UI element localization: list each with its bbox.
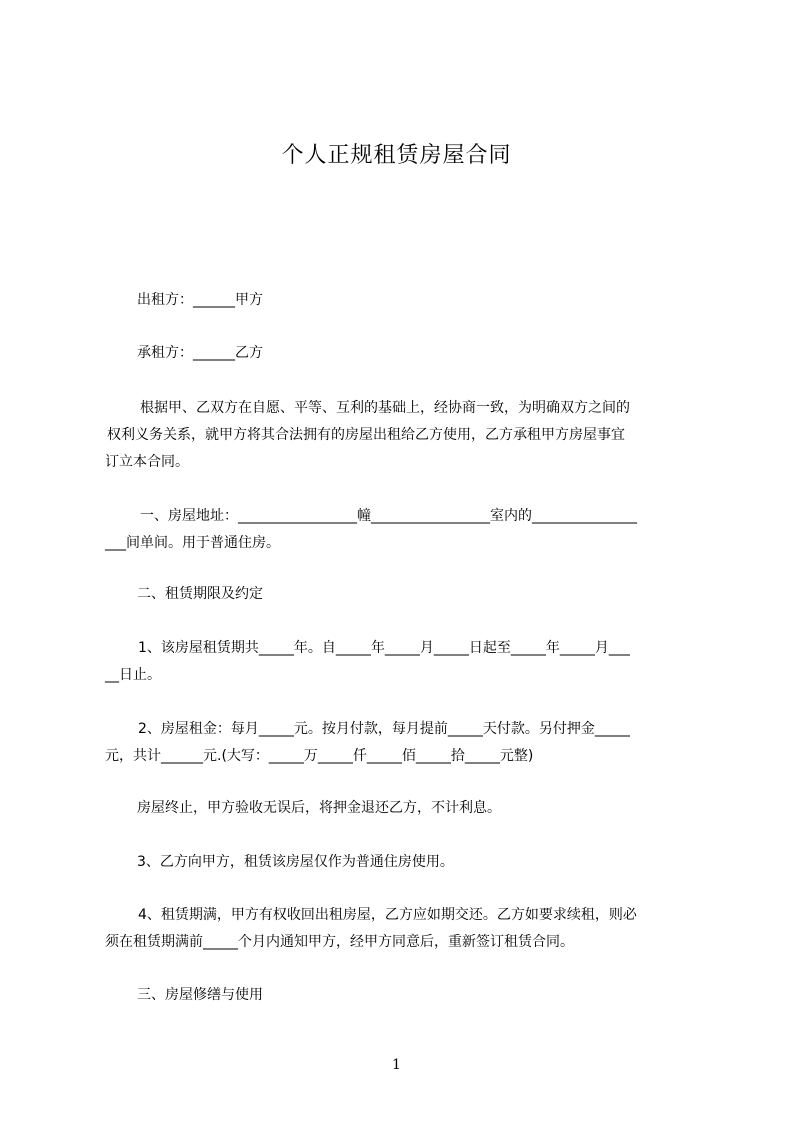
- lessee-line: 承租方：______乙方: [137, 345, 263, 361]
- intro-line: 根据甲、乙双方在自愿、平等、互利的基础上，经协商一致，为明确双方之间的: [140, 400, 630, 416]
- section2-heading: 二、租赁期限及约定: [137, 586, 263, 602]
- clause2-line: 2、房屋租金：每月_____元。按月付款，每月提前_____天付款。另付押金_____: [138, 721, 630, 737]
- section1-line: ___间单间。用于普通住房。: [105, 535, 280, 551]
- clause1-line: 1、该房屋租赁期共_____年。自_____年_____月_____日起至_____年_____月___: [138, 640, 630, 656]
- deposit-note: 房屋终止，甲方验收无误后，将押金退还乙方，不计利息。: [137, 800, 501, 816]
- clause2-line: 元，共计______元.(大写：_____万_____仟_____佰_____拾_____元整): [105, 748, 534, 764]
- section1-line: 一、房屋地址：_________________幢_________________室内的_______________: [140, 508, 637, 524]
- clause1-line: __日止。: [105, 667, 161, 683]
- document-title: 个人正规租赁房屋合同: [281, 143, 512, 168]
- section3-heading: 三、房屋修缮与使用: [137, 987, 263, 1003]
- intro-line: 权利义务关系，就甲方将其合法拥有的房屋出租给乙方使用，乙方承租甲方房屋事宜: [107, 427, 625, 443]
- clause4-line: 4、租赁期满，甲方有权收回出租房屋，乙方应如期交还。乙方如要求续租，则必: [138, 907, 637, 923]
- lessor-line: 出租方：______甲方: [137, 292, 263, 308]
- clause3-line: 3、乙方向甲方，租赁该房屋仅作为普通住房使用。: [137, 854, 454, 870]
- clause4-line: 须在租赁期满前_____个月内通知甲方，经甲方同意后，重新签订租赁合同。: [105, 934, 574, 950]
- intro-line: 订立本合同。: [105, 454, 189, 470]
- page-number: 1: [392, 1057, 401, 1073]
